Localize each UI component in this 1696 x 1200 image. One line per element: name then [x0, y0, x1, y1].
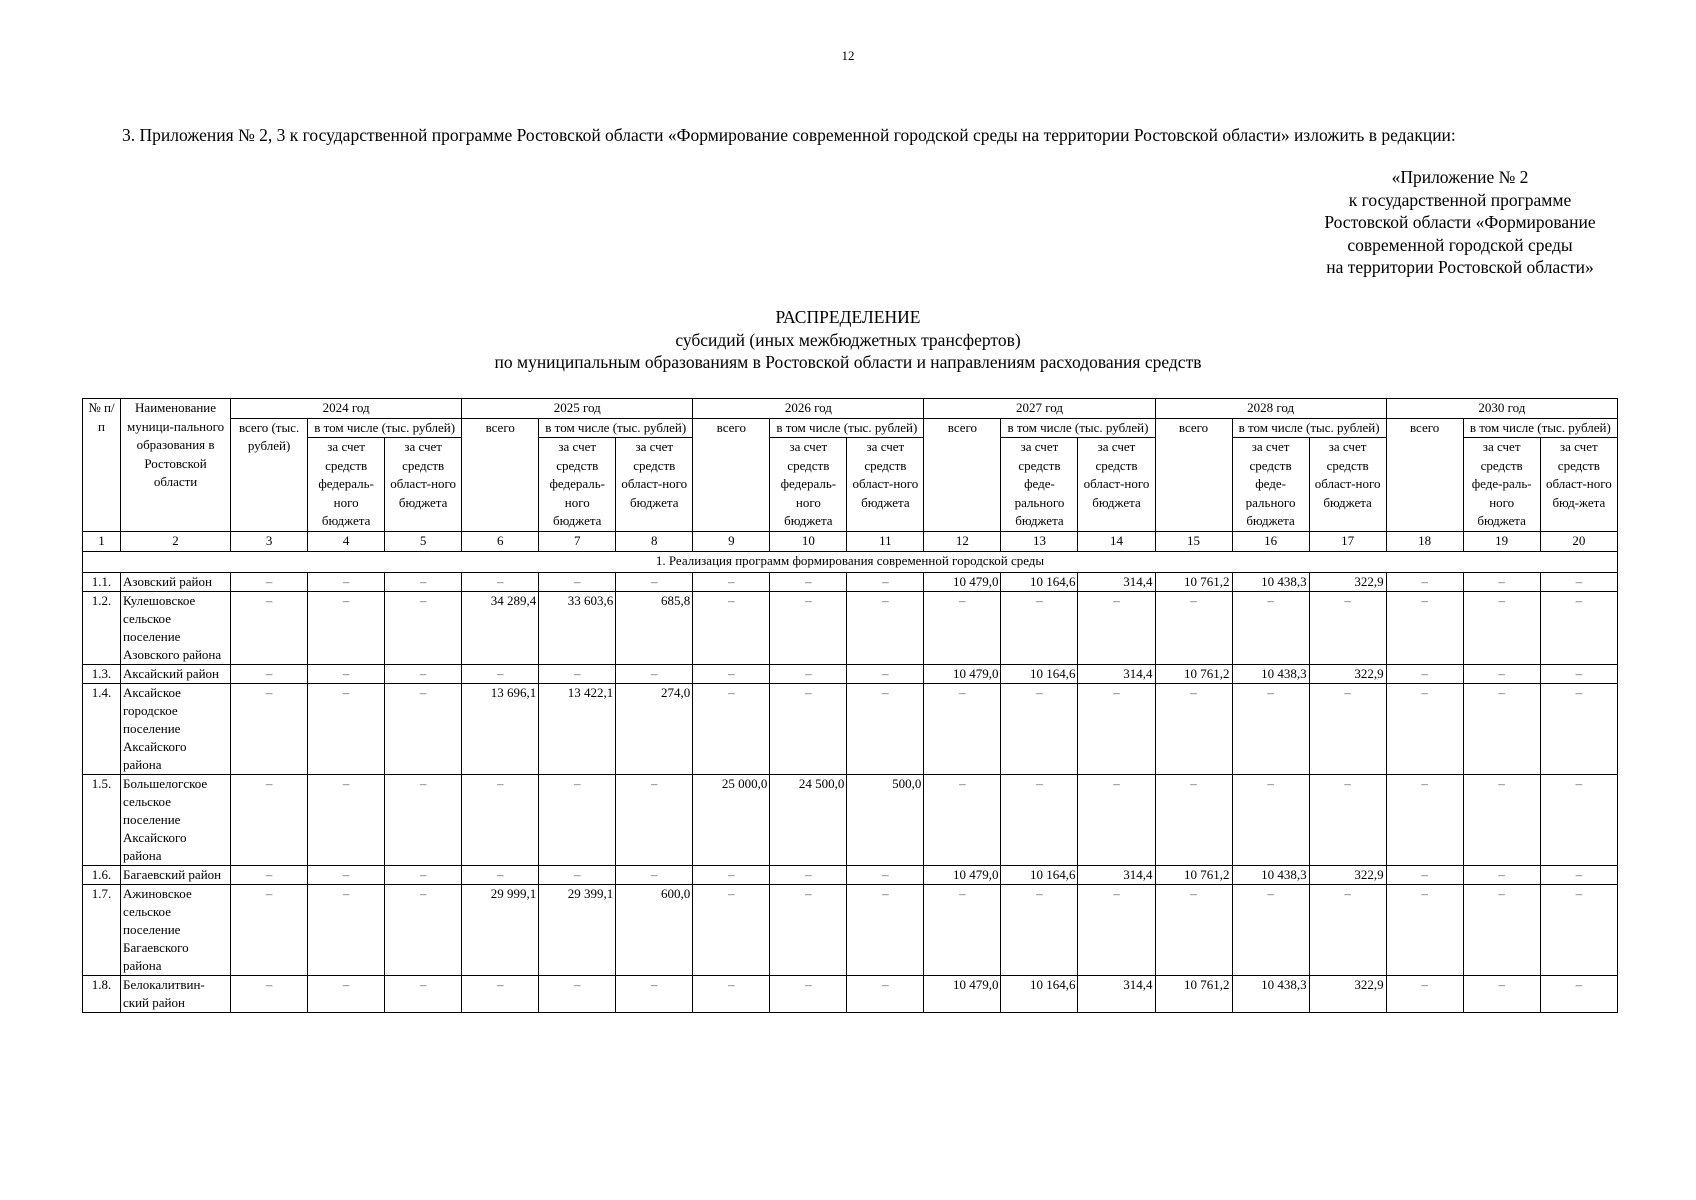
table-row [83, 975, 1618, 1012]
row-number: 1.4. [83, 683, 121, 774]
value-cell: – [770, 975, 847, 1012]
value-cell: 274,0 [616, 683, 693, 774]
table-row [83, 865, 1618, 884]
value-cell: – [847, 572, 924, 591]
column-number: 20 [1540, 531, 1617, 551]
value-cell: – [462, 664, 539, 683]
column-number: 12 [924, 531, 1001, 551]
year-header: 2024 год [231, 399, 462, 419]
value-cell: 10 164,6 [1001, 865, 1078, 884]
document-title [0, 306, 1696, 374]
appendix-line: «Приложение № 2 [1391, 167, 1529, 187]
value-cell: – [1232, 591, 1309, 664]
section-row [83, 551, 1618, 572]
row-number: 1.7. [83, 884, 121, 975]
value-cell: – [693, 975, 770, 1012]
value-cell: 10 479,0 [924, 572, 1001, 591]
column-number: 6 [462, 531, 539, 551]
value-cell: – [1540, 683, 1617, 774]
value-cell: 25 000,0 [693, 774, 770, 865]
value-cell: – [924, 884, 1001, 975]
value-cell: – [770, 591, 847, 664]
appendix-header [1270, 166, 1650, 279]
value-cell: – [1386, 865, 1463, 884]
value-cell: 34 289,4 [462, 591, 539, 664]
including-header: в том числе (тыс. рублей) [1232, 418, 1386, 438]
value-cell: – [770, 683, 847, 774]
column-number-row [83, 531, 1618, 551]
value-cell: – [616, 664, 693, 683]
year-header: 2030 год [1386, 399, 1617, 419]
value-cell: – [308, 591, 385, 664]
value-cell: – [539, 975, 616, 1012]
column-number: 7 [539, 531, 616, 551]
value-cell: 314,4 [1078, 572, 1155, 591]
col-no-header: № п/п [83, 399, 121, 532]
title-line: по муниципальным образованиям в Ростовской области и направлениям расходования средств [494, 352, 1202, 372]
year-header: 2027 год [924, 399, 1155, 419]
total-header: всего [462, 418, 539, 531]
section-title: 1. Реализация программ формирования современной городской среды [83, 551, 1618, 572]
value-cell: – [616, 975, 693, 1012]
value-cell: 13 422,1 [539, 683, 616, 774]
value-cell: 10 164,6 [1001, 572, 1078, 591]
municipality-name: Белокалитвин-ский район [121, 975, 231, 1012]
value-cell: 322,9 [1309, 975, 1386, 1012]
value-cell: – [693, 664, 770, 683]
column-number: 2 [121, 531, 231, 551]
value-cell: – [1386, 664, 1463, 683]
value-cell: 10 479,0 [924, 865, 1001, 884]
value-cell: – [308, 884, 385, 975]
value-cell: – [1540, 572, 1617, 591]
row-number: 1.3. [83, 664, 121, 683]
value-cell: – [1540, 865, 1617, 884]
value-cell: – [462, 865, 539, 884]
value-cell: – [385, 975, 462, 1012]
table-row [83, 683, 1618, 774]
value-cell: – [847, 975, 924, 1012]
value-cell: 10 479,0 [924, 975, 1001, 1012]
value-cell: – [231, 591, 308, 664]
value-cell: – [1386, 572, 1463, 591]
value-cell: 322,9 [1309, 572, 1386, 591]
value-cell: 685,8 [616, 591, 693, 664]
column-number: 8 [616, 531, 693, 551]
value-cell: – [1232, 884, 1309, 975]
value-cell: – [1463, 975, 1540, 1012]
regional-header: за счет средств област-ного бюджета [847, 438, 924, 532]
value-cell: – [231, 884, 308, 975]
value-cell: – [770, 865, 847, 884]
including-header: в том числе (тыс. рублей) [1463, 418, 1617, 438]
value-cell: – [231, 774, 308, 865]
value-cell: – [308, 572, 385, 591]
municipality-name: Багаевский район [121, 865, 231, 884]
value-cell: – [616, 865, 693, 884]
value-cell: 10 438,3 [1232, 664, 1309, 683]
value-cell: – [462, 975, 539, 1012]
column-number: 16 [1232, 531, 1309, 551]
year-header: 2025 год [462, 399, 693, 419]
value-cell: 314,4 [1078, 975, 1155, 1012]
municipality-name: Ажиновское сельское поселение Багаевского района [121, 884, 231, 975]
value-cell: – [924, 774, 1001, 865]
value-cell: – [231, 865, 308, 884]
column-number: 10 [770, 531, 847, 551]
value-cell: – [1386, 591, 1463, 664]
value-cell: – [385, 884, 462, 975]
municipality-name: Большелогское сельское поселение Аксайского района [121, 774, 231, 865]
value-cell: – [847, 664, 924, 683]
municipality-name: Аксайское городское поселение Аксайского района [121, 683, 231, 774]
value-cell: – [693, 572, 770, 591]
column-number: 19 [1463, 531, 1540, 551]
total-header: всего [924, 418, 1001, 531]
value-cell: – [308, 683, 385, 774]
value-cell: 33 603,6 [539, 591, 616, 664]
federal-header: за счет средств федераль-ного бюджета [308, 438, 385, 532]
value-cell: – [1001, 591, 1078, 664]
value-cell: – [1001, 884, 1078, 975]
regional-header: за счет средств област-ного бюджета [616, 438, 693, 532]
value-cell: 29 999,1 [462, 884, 539, 975]
value-cell: – [231, 975, 308, 1012]
value-cell: – [308, 774, 385, 865]
total-header: всего [1386, 418, 1463, 531]
value-cell: – [1155, 884, 1232, 975]
value-cell: 500,0 [847, 774, 924, 865]
col-name-header: Наименование муници-пального образования в Ростовской области [121, 399, 231, 532]
federal-header: за счет средств федераль-ного бюджета [770, 438, 847, 532]
value-cell: 24 500,0 [770, 774, 847, 865]
column-number: 18 [1386, 531, 1463, 551]
value-cell: 13 696,1 [462, 683, 539, 774]
value-cell: – [1386, 683, 1463, 774]
column-number: 11 [847, 531, 924, 551]
regional-header: за счет средств област-ного бюджета [1078, 438, 1155, 532]
column-number: 4 [308, 531, 385, 551]
value-cell: – [1540, 664, 1617, 683]
value-cell: – [693, 884, 770, 975]
row-number: 1.1. [83, 572, 121, 591]
column-number: 17 [1309, 531, 1386, 551]
regional-header: за счет средств област-ного бюджета [385, 438, 462, 532]
value-cell: – [1232, 774, 1309, 865]
value-cell: – [1463, 683, 1540, 774]
federal-header: за счет средств федераль-ного бюджета [539, 438, 616, 532]
value-cell: – [1155, 591, 1232, 664]
value-cell: 10 438,3 [1232, 572, 1309, 591]
value-cell: – [693, 683, 770, 774]
value-cell: – [1155, 683, 1232, 774]
value-cell: – [1540, 884, 1617, 975]
value-cell: – [1232, 683, 1309, 774]
value-cell: 10 479,0 [924, 664, 1001, 683]
value-cell: – [770, 572, 847, 591]
value-cell: – [770, 664, 847, 683]
including-header: в том числе (тыс. рублей) [1001, 418, 1155, 438]
year-header: 2028 год [1155, 399, 1386, 419]
value-cell: 322,9 [1309, 865, 1386, 884]
value-cell: – [847, 683, 924, 774]
value-cell: 10 438,3 [1232, 865, 1309, 884]
appendix-line: современной городской среды [1347, 234, 1573, 255]
table-row [83, 664, 1618, 683]
value-cell: – [1155, 774, 1232, 865]
value-cell: – [1463, 664, 1540, 683]
municipality-name: Кулешовское сельское поселение Азовского района [121, 591, 231, 664]
value-cell: – [539, 865, 616, 884]
title-line: субсидий (иных межбюджетных трансфертов) [675, 329, 1021, 350]
table-row [83, 774, 1618, 865]
value-cell: – [1386, 774, 1463, 865]
value-cell: – [1463, 572, 1540, 591]
table-row [83, 884, 1618, 975]
row-number: 1.2. [83, 591, 121, 664]
value-cell: 314,4 [1078, 865, 1155, 884]
regional-header: за счет средств област-ного бюджета [1309, 438, 1386, 532]
value-cell: – [1309, 683, 1386, 774]
value-cell: – [693, 865, 770, 884]
distribution-table [82, 398, 1618, 1013]
regional-header: за счет средств област-ного бюд-жета [1540, 438, 1617, 532]
value-cell: – [1001, 774, 1078, 865]
value-cell: – [847, 591, 924, 664]
value-cell: – [385, 865, 462, 884]
value-cell: – [385, 572, 462, 591]
value-cell: – [385, 683, 462, 774]
value-cell: – [1309, 591, 1386, 664]
row-number: 1.8. [83, 975, 121, 1012]
value-cell: 322,9 [1309, 664, 1386, 683]
value-cell: – [1078, 683, 1155, 774]
value-cell: – [539, 664, 616, 683]
federal-header: за счет средств феде-рального бюджета [1232, 438, 1309, 532]
value-cell: 10 761,2 [1155, 572, 1232, 591]
value-cell: – [1463, 884, 1540, 975]
value-cell: – [1078, 884, 1155, 975]
value-cell: – [1463, 865, 1540, 884]
value-cell: – [770, 884, 847, 975]
including-header: в том числе (тыс. рублей) [308, 418, 462, 438]
value-cell: – [1540, 975, 1617, 1012]
including-header: в том числе (тыс. рублей) [539, 418, 693, 438]
value-cell: 600,0 [616, 884, 693, 975]
value-cell: – [231, 664, 308, 683]
value-cell: – [1540, 591, 1617, 664]
title-line: РАСПРЕДЕЛЕНИЕ [775, 307, 921, 327]
value-cell: – [231, 572, 308, 591]
value-cell: – [693, 591, 770, 664]
column-number: 5 [385, 531, 462, 551]
row-number: 1.6. [83, 865, 121, 884]
appendix-line: на территории Ростовской области» [1326, 257, 1594, 277]
value-cell: – [1463, 774, 1540, 865]
column-number: 14 [1078, 531, 1155, 551]
value-cell: – [308, 865, 385, 884]
value-cell: – [1001, 683, 1078, 774]
value-cell: – [1386, 884, 1463, 975]
value-cell: – [847, 865, 924, 884]
column-number: 1 [83, 531, 121, 551]
federal-header: за счет средств феде-раль-ного бюджета [1463, 438, 1540, 532]
value-cell: – [924, 591, 1001, 664]
value-cell: – [616, 572, 693, 591]
value-cell: – [385, 591, 462, 664]
value-cell: – [1463, 591, 1540, 664]
value-cell: 10 761,2 [1155, 865, 1232, 884]
municipality-name: Азовский район [121, 572, 231, 591]
value-cell: – [385, 774, 462, 865]
value-cell: – [924, 683, 1001, 774]
value-cell: – [539, 572, 616, 591]
column-number: 3 [231, 531, 308, 551]
value-cell: – [1386, 975, 1463, 1012]
value-cell: – [462, 774, 539, 865]
value-cell: 314,4 [1078, 664, 1155, 683]
value-cell: – [462, 572, 539, 591]
value-cell: 10 438,3 [1232, 975, 1309, 1012]
value-cell: – [616, 774, 693, 865]
value-cell: – [847, 884, 924, 975]
column-number: 15 [1155, 531, 1232, 551]
value-cell: – [1540, 774, 1617, 865]
value-cell: – [1309, 774, 1386, 865]
federal-header: за счет средств феде-рального бюджета [1001, 438, 1078, 532]
value-cell: 10 164,6 [1001, 664, 1078, 683]
total-header: всего (тыс. рублей) [231, 418, 308, 531]
value-cell: – [231, 683, 308, 774]
municipality-name: Аксайский район [121, 664, 231, 683]
row-number: 1.5. [83, 774, 121, 865]
table-row [83, 591, 1618, 664]
including-header: в том числе (тыс. рублей) [770, 418, 924, 438]
value-cell: 10 164,6 [1001, 975, 1078, 1012]
value-cell: – [308, 664, 385, 683]
value-cell: 10 761,2 [1155, 664, 1232, 683]
intro-paragraph: 3. Приложения № 2, 3 к государственной программе Ростовской области «Формирование современной городской среды на территории Ростовской области» изложить в редакции: [122, 125, 1456, 145]
value-cell: – [308, 975, 385, 1012]
table-row [83, 572, 1618, 591]
value-cell: – [1309, 884, 1386, 975]
value-cell: 10 761,2 [1155, 975, 1232, 1012]
year-header: 2026 год [693, 399, 924, 419]
value-cell: – [1078, 591, 1155, 664]
page-number: 12 [841, 48, 855, 63]
value-cell: 29 399,1 [539, 884, 616, 975]
appendix-line: Ростовской области «Формирование [1324, 212, 1596, 232]
value-cell: – [385, 664, 462, 683]
value-cell: – [539, 774, 616, 865]
column-number: 9 [693, 531, 770, 551]
appendix-line: к государственной программе [1348, 189, 1572, 210]
column-number: 13 [1001, 531, 1078, 551]
value-cell: – [1078, 774, 1155, 865]
total-header: всего [693, 418, 770, 531]
total-header: всего [1155, 418, 1232, 531]
